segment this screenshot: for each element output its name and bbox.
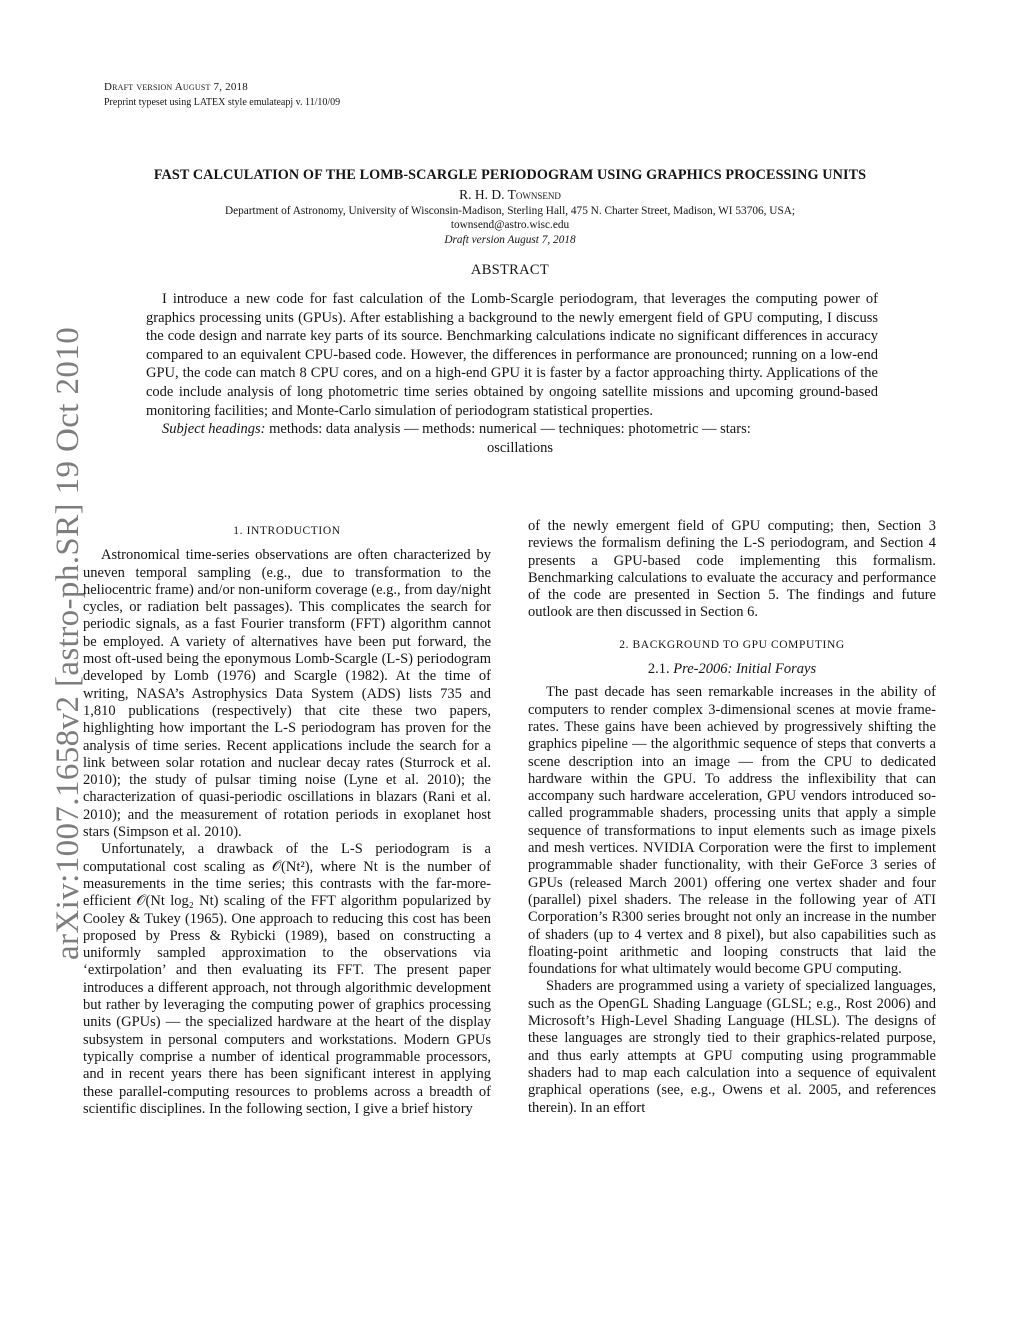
right-column	[528, 518, 936, 1117]
author-affiliation: Department of Astronomy, University of Wisconsin-Madison, Sterling Hall, 475 N. Charter Street, Madison, WI 53706, USA;	[224, 205, 796, 217]
subject-headings-label: Subject headings:	[162, 421, 266, 438]
abstract-heading: ABSTRACT	[470, 262, 550, 278]
background-paragraph-1: The past decade has seen remarkable increases in the ability of computers to render complex 3-dimensional scenes at movie frame-rates. These gains have been achieved by progressively shifting the graphics pipeline — the algorithmic sequence of steps that converts a scene description into an image — from the CPU to dedicated hardware within the GPU. To address the inflexibility that can accompany such hardware acceleration, GPU vendors introduced so-called programmable shaders, processing units that apply a simple sequence of transformations to input elements such as image pixels and mesh vertices. NVIDIA Corporation were the first to implement programmable shader functionality, with their GeForce 3 series of GPUs (released March 2001) offering one vertex shader and four (parallel) pixel shaders. The release in the following year of ATI Corporation’s R300 series brought not only an increase in the number of shaders (up to 4 vertex and 8 pixel), but also capabilities such as floating-point arithmetic and looping constructs that laid the foundations for what ultimately would become GPU computing.	[528, 684, 936, 978]
abstract	[146, 290, 878, 457]
front-matter	[80, 165, 940, 279]
preprint-header	[104, 80, 340, 110]
section-heading-background: 2. BACKGROUND TO GPU COMPUTING	[619, 638, 845, 651]
author-name: R. H. D. Townsend	[459, 187, 561, 202]
draft-version-line: Draft version August 7, 2018	[104, 81, 248, 93]
subject-headings	[146, 420, 878, 457]
left-column	[83, 518, 491, 1118]
subsection-number: 2.1.	[647, 661, 674, 678]
subsection-title: Pre-2006: Initial Forays	[673, 661, 817, 678]
subsection-heading	[528, 661, 936, 678]
draft-date: Draft version August 7, 2018	[444, 234, 576, 246]
section-heading-introduction: 1. INTRODUCTION	[233, 525, 341, 537]
subject-headings-text: methods: data analysis — methods: numerical — techniques: photometric — stars:	[265, 421, 751, 438]
paper-title: FAST CALCULATION OF THE LOMB-SCARGLE PERIODOGRAM USING GRAPHICS PROCESSING UNITS	[153, 167, 867, 183]
abstract-text: I introduce a new code for fast calculation of the Lomb-Scargle periodogram, that leverages the computing power of graphics processing units (GPUs). After establishing a background to the newly emergent field of GPU computing, I discuss the code design and narrate key parts of its source. Benchmarking calculations indicate no significant differences in accuracy compared to an equivalent CPU-based code. However, the differences in performance are pronounced; running on a low-end GPU, the code can match 8 CPU cores, and on a high-end GPU it is faster by a factor approaching thirty. Applications of the code include analysis of long photometric time series obtained by ongoing satellite missions and upcoming ground-based monitoring facilities; and Monte-Carlo simulation of periodogram statistical properties.	[146, 291, 878, 419]
intro-paragraph-continued: of the newly emergent field of GPU computing; then, Section 3 reviews the formalism defining the L-S periodogram, and Section 4 presents a GPU-based code implementing this formalism. Benchmarking calculations to evaluate the accuracy and performance of the code are presented in Section 5. The findings and future outlook are then discussed in Section 6.	[528, 518, 936, 621]
arxiv-sidebar-stamp: arXiv:1007.1658v2 [astro-ph.SR] 19 Oct 2010	[50, 326, 86, 960]
intro-paragraph-1: Astronomical time-series observations are often characterized by uneven temporal sampling (e.g., due to transformation to the heliocentric frame) and/or non-uniform coverage (e.g., from day/night cycles, or radiation belt passages). This complicates the search for periodic signals, as a fast Fourier transform (FFT) algorithm cannot be employed. A variety of alternatives have been put forward, the most oft-used being the eponymous Lomb-Scargle (L-S) periodogram developed by Lomb (1976) and Scargle (1982). At the time of writing, NASA’s Astrophysics Data System (ADS) lists 735 and 1,810 publications (respectively) that cite these two papers, highlighting how important the L-S periodogram has proven for the analysis of time series. Recent applications include the search for a link between solar rotation and nuclear decay rates (Sturrock et al. 2010); the study of pulsar timing noise (Lyne et al. 2010); the characterization of quasi-periodic oscillations in blazars (Rani et al. 2010); and the measurement of rotation periods in exoplanet host stars (Simpson et al. 2010).	[83, 547, 491, 841]
intro-paragraph-2: Unfortunately, a drawback of the L-S periodogram is a computational cost scaling as 𝒪(Nt²), where Nt is the number of measurements in the time series; this contrasts with the far-more-efficient 𝒪(Nt log₂ Nt) scaling of the FFT algorithm popularized by Cooley & Tukey (1965). One approach to reducing this cost has been proposed by Press & Rybicki (1989), based on constructing a uniformly sampled approximation to the observations via ‘extirpolation’ and then evaluating its FFT. The present paper introduces a different approach, not through algorithmic development but rather by leveraging the computing power of graphics processing units (GPUs) — the specialized hardware at the heart of the display subsystem in personal computers and workstations. Modern GPUs typically comprise a number of identical programmable processors, and in recent years there has been significant interest in applying these parallel-computing resources to problems across a breadth of scientific disciplines. In the following section, I give a brief history	[83, 841, 491, 1117]
author-email: townsend@astro.wisc.edu	[450, 219, 570, 231]
background-paragraph-2: Shaders are programmed using a variety of specialized languages, such as the OpenGL Shading Language (GLSL; e.g., Rost 2006) and Microsoft’s High-Level Shading Language (HLSL). The designs of these languages are strongly tied to their graphics-related purpose, and thus early attempts at GPU computing using programmable shaders had to map each calculation into a sequence of equivalent graphical operations (see, e.g., Owens et al. 2005, and references therein). In an effort	[528, 978, 936, 1116]
subject-headings-text-cont: oscillations	[486, 439, 554, 456]
preprint-typeset-line: Preprint typeset using LATEX style emulateapj v. 11/10/09	[104, 97, 341, 108]
